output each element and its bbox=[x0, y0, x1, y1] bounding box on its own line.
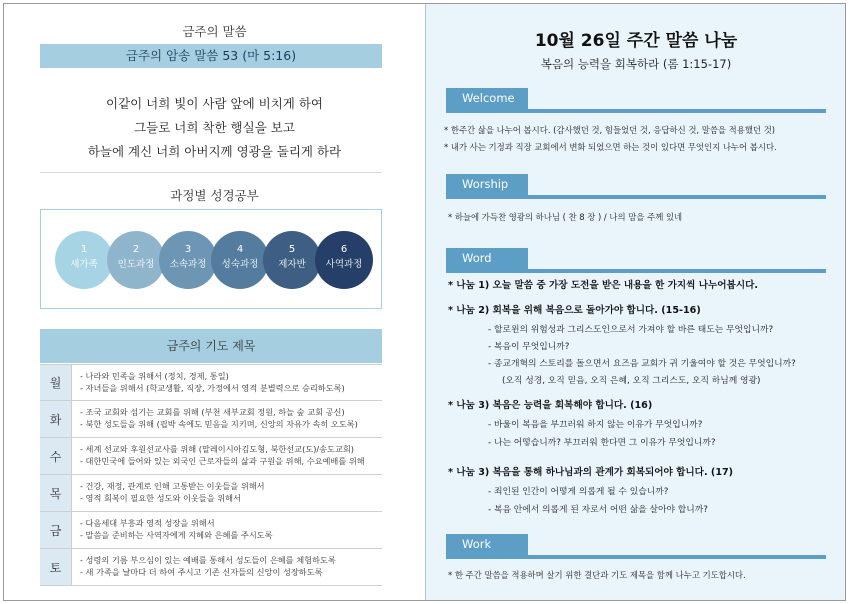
prayer-row-wed bbox=[40, 438, 382, 475]
prayer-item: - 성령의 기름 부으심이 있는 예배를 통해서 성도들이 은혜를 체험하도록 bbox=[80, 555, 336, 565]
prayer-item: - 나라와 민족을 위해서 (정치, 경제, 통일) bbox=[80, 371, 229, 381]
course-step-4 bbox=[211, 231, 269, 289]
prayer-item: - 말씀을 준비하는 사역자에게 지혜와 은혜를 주시도록 bbox=[80, 530, 273, 540]
welcome-item: * 내가 사는 기정과 직장 교회에서 변화 되었으면 하는 것이 있다면 무엇인지 나누어 봅시다. bbox=[444, 142, 777, 152]
verse-section-title: 금주의 말씀 bbox=[182, 24, 247, 39]
course-step-1 bbox=[55, 231, 113, 289]
prayer-day: 수 bbox=[40, 438, 72, 474]
verse-line-2: 그들로 너희 착한 행실을 보고 bbox=[134, 120, 295, 135]
word-heading-1: * 나눔 1) 오늘 말씀 중 가장 도전을 받은 내용을 한 가지씩 나누어봅시다. bbox=[448, 280, 759, 291]
prayer-day: 월 bbox=[40, 365, 72, 400]
word-question: - 바울이 복음을 부끄러워 하지 않는 이유가 무엇입니까? bbox=[488, 420, 703, 430]
left-panel bbox=[4, 4, 425, 600]
prayer-day: 토 bbox=[40, 549, 72, 585]
prayer-row-tue bbox=[40, 401, 382, 438]
prayer-item: - 자녀들을 위해서 (학교생활, 직장, 가정에서 영적 분별력으로 승리하도록) bbox=[80, 383, 345, 393]
prayer-day: 목 bbox=[40, 475, 72, 511]
work-item: * 한 주간 말씀을 적용하며 살기 위한 결단과 기도 제목을 함께 나누고 기도합시다. bbox=[448, 570, 746, 580]
work-tag: Work bbox=[446, 534, 528, 555]
prayer-item: - 영적 회복이 필요한 성도와 이웃들을 위해서 bbox=[80, 493, 241, 503]
prayer-item: - 북한 성도들을 위해 (핍박 속에도 믿음을 지키며, 신앙의 자유가 속히 오도록) bbox=[80, 419, 358, 429]
course-step-3 bbox=[159, 231, 217, 289]
course-step-number: 2 bbox=[132, 244, 140, 255]
welcome-item: * 한주간 삶을 나누어 봅시다. (감사했던 것, 힘들었던 것, 응답하신 것, 말씀을 적용했던 것) bbox=[444, 125, 776, 135]
prayer-row-thu bbox=[40, 475, 382, 512]
verse-line-3: 하늘에 계신 너희 아버지께 영광을 돌리게 하라 bbox=[87, 144, 342, 159]
memory-verse-bar: 금주의 암송 말씀 53 (마 5:16) bbox=[40, 44, 382, 68]
sermon-subtitle: 복음의 능력을 회복하라 (롬 1:15-17) bbox=[540, 57, 732, 71]
word-heading-3: * 나눔 3) 복음은 능력을 회복해야 합니다. (16) bbox=[448, 400, 653, 411]
word-underline bbox=[446, 269, 826, 273]
page-title: 10월 26일 주간 말씀 나눔 bbox=[534, 31, 738, 51]
prayer-day: 화 bbox=[40, 401, 72, 437]
word-heading-2: * 나눔 2) 회복을 위해 복음으로 돌아가야 합니다. (15-16) bbox=[448, 305, 701, 316]
course-step-number: 4 bbox=[236, 244, 244, 255]
right-panel bbox=[425, 4, 845, 600]
word-question: - 나는 어떻습니까? 부끄러워 한다면 그 이유가 무엇입니까? bbox=[488, 438, 716, 448]
course-step-5 bbox=[263, 231, 321, 289]
course-step-name: 인도과정 bbox=[117, 259, 155, 270]
worship-item: * 하늘에 가득찬 영광의 하나님 ( 찬 8 장 ) / 나의 맘을 주께 있네 bbox=[448, 212, 683, 222]
bulletin-frame bbox=[3, 3, 846, 601]
course-step-name: 새가족 bbox=[70, 259, 98, 270]
welcome-tag: Welcome bbox=[446, 88, 528, 109]
prayer-item: - 건강, 재정, 관계로 인해 고통받는 이웃들을 위해서 bbox=[80, 481, 265, 491]
work-underline bbox=[446, 555, 826, 559]
welcome-underline bbox=[446, 109, 826, 113]
word-tag: Word bbox=[446, 248, 528, 269]
course-step-name: 사역과정 bbox=[325, 259, 363, 270]
course-step-number: 5 bbox=[288, 244, 296, 255]
divider bbox=[40, 172, 382, 173]
word-question: - 죄인된 인간이 어떻게 의롭게 될 수 있습니까? bbox=[488, 487, 669, 497]
course-step-2 bbox=[107, 231, 165, 289]
prayer-day: 금 bbox=[40, 512, 72, 548]
prayer-section-title: 금주의 기도 제목 bbox=[40, 329, 382, 363]
worship-underline bbox=[446, 195, 826, 199]
prayer-row-fri bbox=[40, 512, 382, 549]
course-steps-box bbox=[40, 209, 382, 309]
course-step-number: 3 bbox=[184, 244, 192, 255]
prayer-item: - 대한민국에 들어와 있는 외국인 근로자들의 삶과 구원을 위해, 수요예배를 위해 bbox=[80, 456, 365, 466]
word-question: - 할로윈의 위험성과 그리스도인으로서 가져야 할 바른 태도는 무엇입니까? bbox=[488, 325, 774, 335]
prayer-table bbox=[40, 364, 382, 586]
prayer-item: - 새 가족을 날마다 더 하여 주시고 기존 신자들의 신앙이 성장하도록 bbox=[80, 567, 323, 577]
course-step-number: 1 bbox=[80, 244, 88, 255]
prayer-row-mon bbox=[40, 364, 382, 401]
course-step-number: 6 bbox=[340, 244, 348, 255]
word-heading-4: * 나눔 3) 복음을 통해 하나님과의 관계가 회복되어야 합니다. (17) bbox=[448, 467, 734, 478]
word-question: - 종교개혁의 스토리를 돌으면서 요즈음 교회가 귀 기울여야 할 것은 무엇입니까? bbox=[488, 359, 796, 369]
course-step-name: 성숙과정 bbox=[221, 259, 259, 270]
course-step-name: 제자반 bbox=[278, 259, 306, 270]
prayer-item: - 다음세대 부흥과 영적 성장을 위해서 bbox=[80, 518, 215, 528]
verse-line-1: 이같이 너희 빛이 사람 앞에 비치게 하여 bbox=[105, 96, 324, 111]
word-question-note: (오직 성경, 오직 믿음, 오직 은혜, 오직 그리스도, 오직 하님께 영광) bbox=[502, 376, 761, 386]
word-question: - 복음 안에서 의롭게 된 자로서 어떤 삶을 살아야 합니까? bbox=[488, 505, 708, 515]
prayer-row-sat bbox=[40, 549, 382, 586]
prayer-item: - 조국 교회와 섬기는 교회를 위해 (부천 새부교회 정원, 하늘 숲 교회 공신) bbox=[80, 407, 345, 417]
prayer-item: - 세계 선교와 후원선교사를 위해 (말레이시아김도형, 북한선교(도)/송도교회) bbox=[80, 444, 354, 454]
course-section-title: 과정별 성경공부 bbox=[170, 188, 259, 203]
course-step-6 bbox=[315, 231, 373, 289]
worship-tag: Worship bbox=[446, 174, 528, 195]
course-step-name: 소속과정 bbox=[169, 259, 207, 270]
word-question: - 복음이 무엇입니까? bbox=[488, 342, 570, 352]
